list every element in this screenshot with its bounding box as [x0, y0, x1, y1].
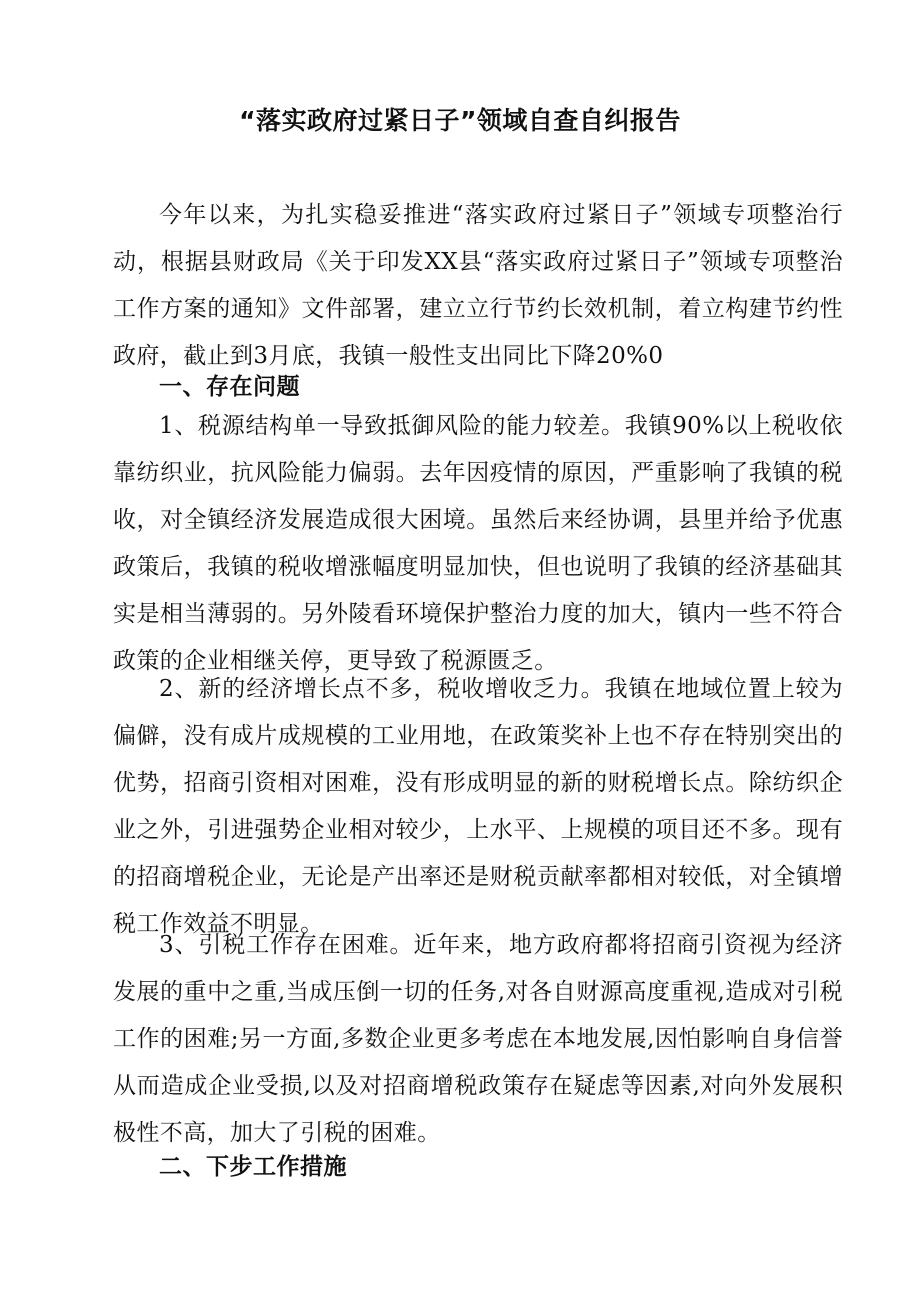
section-heading-problems: 一、存在问题 — [159, 374, 300, 400]
issue-paragraph-3: 3、引税工作存在困难。近年来，地方政府都将招商引资视为经济发展的重中之重,当成压倒一切的任务,对各自财源高度重视,造成对引税工作的困难;另一方面,多数企业更多考虑在本地发展,因怕影响自身信誉从而造成企业受损,以及对招商增税政策存在疑虑等因素,对向外发展积极性不高，加大了引税的困难。 — [113, 932, 843, 1146]
section-heading-next-steps: 二、下步工作措施 — [159, 1154, 347, 1180]
issue-paragraph-1: 1、税源结构单一导致抵御风险的能力较差。我镇90%以上税收依靠纺织业，抗风险能力偏弱。去年因疫情的原因，严重影响了我镇的税收，对全镇经济发展造成很大困境。虽然后来经协调，县里并给予优惠政策后，我镇的税收增涨幅度明显加快，但也说明了我镇的经济基础其实是相当薄弱的。另外陵看环境保护整治力度的加大，镇内一些不符合政策的企业相继关停，更导致了税源匮乏。 — [113, 413, 843, 674]
intro-paragraph: 今年以来，为扎实稳妥推进“落实政府过紧日子”领域专项整治行动，根据县财政局《关于印发XX县“落实政府过紧日子”领域专项整治工作方案的通知》文件部署，建立立行节约长效机制，着立构建节约性政府，截止到3月底，我镇一般性支出同比下降20%0 — [113, 202, 843, 369]
document-title: “落实政府过紧日子”领域自查自纠报告 — [239, 106, 681, 135]
issue-paragraph-2: 2、新的经济增长点不多，税收增收乏力。我镇在地域位置上较为偏僻，没有成片成规模的工业用地，在政策奖补上也不存在特别突出的优势，招商引资相对困难，没有形成明显的新的财税增长点。除纺织企业之外，引进强势企业相对较少，上水平、上规模的项目还不多。现有的招商增税企业，无论是产出率还是财税贡献率都相对较低，对全镇增税工作效益不明显。 — [113, 676, 843, 937]
